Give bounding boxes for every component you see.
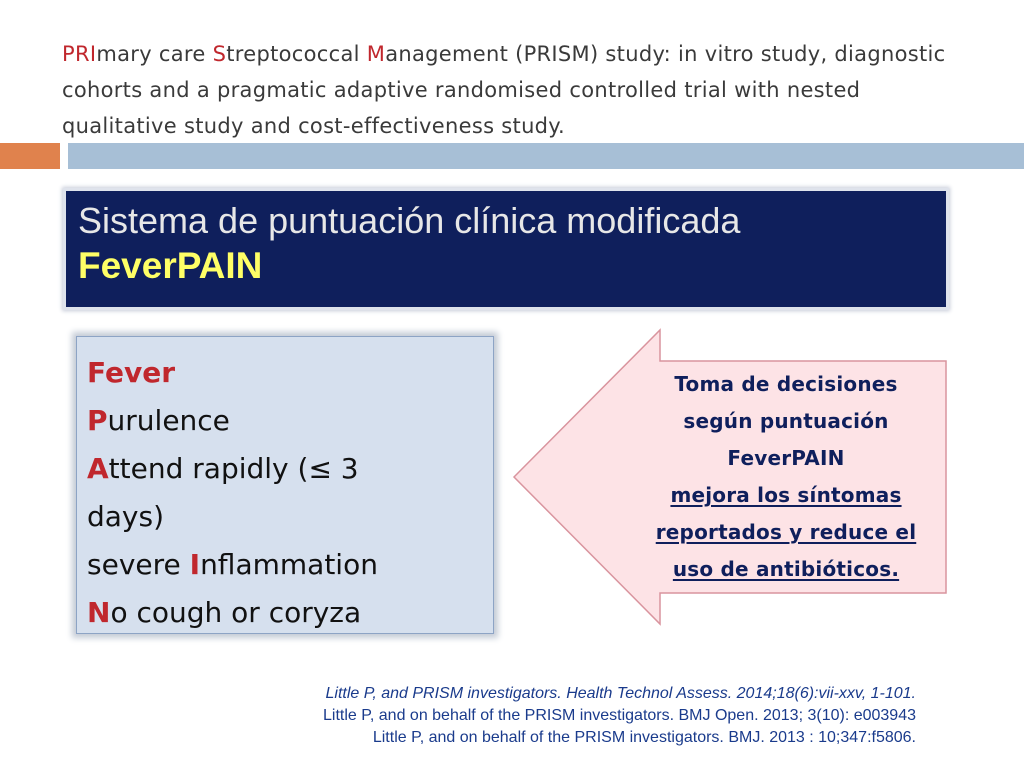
criteria-initial: P — [87, 404, 108, 437]
title-rest-2: treptococcal — [226, 42, 367, 66]
arrow-line: Toma de decisiones — [674, 372, 898, 396]
criteria-prefix: severe — [87, 548, 190, 581]
criteria-item-no-cough — [87, 589, 493, 637]
criteria-initial: N — [87, 596, 111, 629]
criteria-item-purulence — [87, 397, 493, 445]
criteria-text: ttend rapidly (≤ 3 — [108, 452, 359, 485]
criteria-text: ever — [105, 356, 176, 389]
heading-box — [66, 191, 946, 307]
arrow-line: mejora los síntomas — [670, 483, 902, 507]
title-cap-pri: PRI — [62, 42, 97, 66]
criteria-item-inflammation — [87, 541, 493, 589]
decorative-bar-orange — [0, 143, 60, 169]
reference-1: Little P, and PRISM investigators. Health Technol Assess. 2014;18(6):vii-xxv, 1-101. — [325, 685, 916, 702]
title-cap-m: M — [366, 42, 386, 66]
slide-title — [62, 36, 982, 144]
criteria-item-attend-rapidly — [87, 445, 493, 493]
criteria-initial: A — [87, 452, 109, 485]
criteria-initial: F — [87, 356, 105, 389]
reference-2: Little P, and on behalf of the PRISM investigators. BMJ Open. 2013; 3(10): e003943 — [323, 707, 916, 724]
title-rest-3: anagement (PRISM) study: in vitro study, diagnostic cohorts and a pragmatic adaptive randomised controlled trial with nested qualitative study and cost-effectiveness study. — [62, 42, 946, 138]
criteria-initial: I — [189, 548, 201, 581]
criteria-text: o cough or coryza — [110, 596, 362, 629]
arrow-line: FeverPAIN — [727, 446, 845, 470]
decorative-bar-blue — [68, 143, 1024, 169]
title-cap-s: S — [212, 42, 227, 66]
heading-line-2: FeverPAIN — [78, 245, 263, 286]
arrow-line: según puntuación — [683, 409, 889, 433]
arrow-callout-text — [634, 366, 938, 588]
criteria-text: nflammation — [200, 548, 378, 581]
criteria-text: urulence — [107, 404, 230, 437]
title-rest-1: mary care — [96, 42, 213, 66]
references — [96, 683, 916, 749]
arrow-line: reportados y reduce el — [655, 520, 917, 544]
feverpain-criteria-box — [76, 336, 494, 634]
heading-line-1: Sistema de puntuación clínica modificada — [78, 200, 741, 241]
arrow-line: uso de antibióticos. — [672, 557, 900, 581]
reference-3: Little P, and on behalf of the PRISM investigators. BMJ. 2013 : 10;347:f5806. — [372, 729, 916, 746]
criteria-item-fever — [87, 349, 493, 397]
criteria-item-attend-rapidly-cont — [87, 493, 493, 541]
criteria-text: days) — [87, 500, 165, 533]
